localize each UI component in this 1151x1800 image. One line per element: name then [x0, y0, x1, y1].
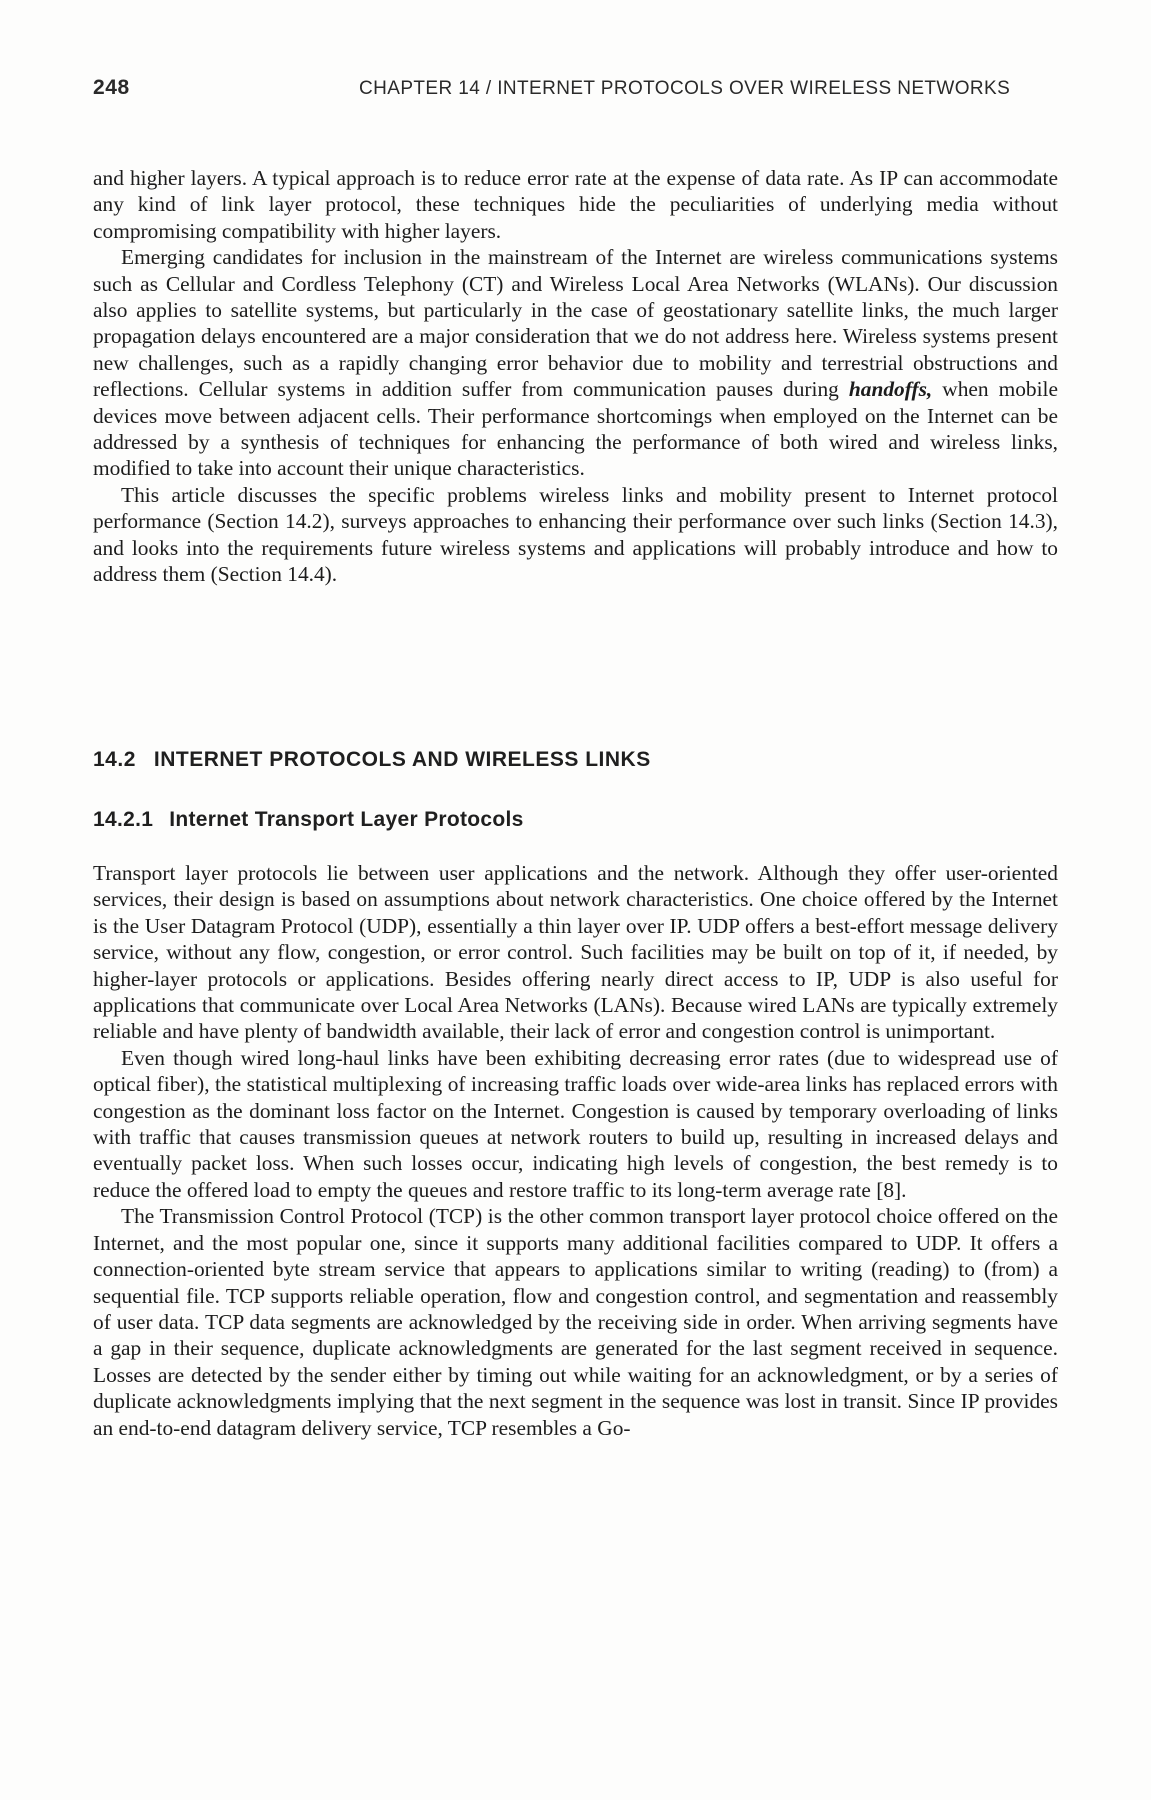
subsection-number: 14.2.1 [93, 808, 154, 831]
running-header [93, 76, 1056, 116]
paragraph [93, 244, 1058, 482]
paragraph: and higher layers. A typical approach is to reduce error rate at the expense of data rate. As IP can accommodate any kind of link layer protocol, these techniques hide the peculiarities of underlying media without compromising compatibility with higher layers. [93, 166, 1058, 243]
page-number: 248 [93, 76, 130, 99]
section-heading [93, 748, 651, 772]
section-number: 14.2 [93, 748, 136, 771]
emphasized-term: handoffs, [848, 377, 933, 402]
subsection-heading [93, 808, 524, 832]
paragraph: This article discusses the specific problems wireless links and mobility present to Internet protocol performance (Section 14.2), surveys approaches to enhancing their performance over such links (Section 14.3), and looks into the requirements future wireless systems and applications will probably introduce and how to address them (Section 14.4). [93, 482, 1058, 587]
chapter-running-title: CHAPTER 14 / INTERNET PROTOCOLS OVER WIRELESS NETWORKS [359, 78, 1011, 99]
transport-text-block [93, 860, 1058, 1441]
subsection-title: Internet Transport Layer Protocols [169, 808, 524, 831]
section-title: INTERNET PROTOCOLS AND WIRELESS LINKS [153, 748, 651, 771]
paragraph: Transport layer protocols lie between user applications and the network. Although they offer user-oriented services, their design is based on assumptions about network characteristics. One choice offered by the Internet is the User Datagram Protocol (UDP), essentially a thin layer over IP. UDP offers a best-effort message delivery service, without any flow, congestion, or error control. Such facilities may be built on top of it, if needed, by higher-layer protocols or applications. Besides offering nearly direct access to IP, UDP is also useful for applications that communicate over Local Area Networks (LANs). Because wired LANs are typically extremely reliable and have plenty of bandwidth available, their lack of error and congestion control is unimportant. [93, 861, 1058, 1044]
paragraph: Even though wired long-haul links have been exhibiting decreasing error rates (due to widespread use of optical fiber), the statistical multiplexing of increasing traffic loads over wide-area links has replaced errors with congestion as the dominant loss factor on the Internet. Congestion is caused by temporary overloading of links with traffic that causes transmission queues at network routers to build up, resulting in increased delays and eventually packet loss. When such losses occur, indicating high levels of congestion, the best remedy is to reduce the offered load to empty the queues and restore traffic to its long-term average rate [8]. [93, 1045, 1058, 1202]
paragraph-text: Emerging candidates for inclusion in the mainstream of the Internet are wireless communications systems such as Cellular and Cordless Telephony (CT) and Wireless Local Area Networks (WLANs). Our discussion also applies to satellite systems, but particularly in the case of geostationary satellite links, the much larger propagation delays encountered are a major consideration that we do not address here. Wireless systems present new challenges, such as a rapidly changing error behavior due to mobility and terrestrial obstructions and reflections. Cellular systems in addition suffer from communication pauses during [93, 245, 1058, 402]
paragraph-text: when mobile devices move between adjacent cells. Their performance shortcomings when employed on the Internet can be addressed by a synthesis of techniques for enhancing the performance of both wired and wireless links, modified to take into account their unique characteristics. [93, 377, 1058, 481]
intro-text-block [93, 165, 1058, 588]
paragraph: The Transmission Control Protocol (TCP) is the other common transport layer protocol choice offered on the Internet, and the most popular one, since it supports many additional facilities compared to UDP. It offers a connection-oriented byte stream service that appears to applications similar to writing (reading) to (from) a sequential file. TCP supports reliable operation, flow and congestion control, and segmentation and reassembly of user data. TCP data segments are acknowledged by the receiving side in order. When arriving segments have a gap in their sequence, duplicate acknowledgments are generated for the last segment received in sequence. Losses are detected by the sender either by timing out while waiting for an acknowledgment, or by a series of duplicate acknowledgments implying that the next segment in the sequence was lost in transit. Since IP provides an end-to-end datagram delivery service, TCP resembles a Go- [93, 1204, 1058, 1440]
